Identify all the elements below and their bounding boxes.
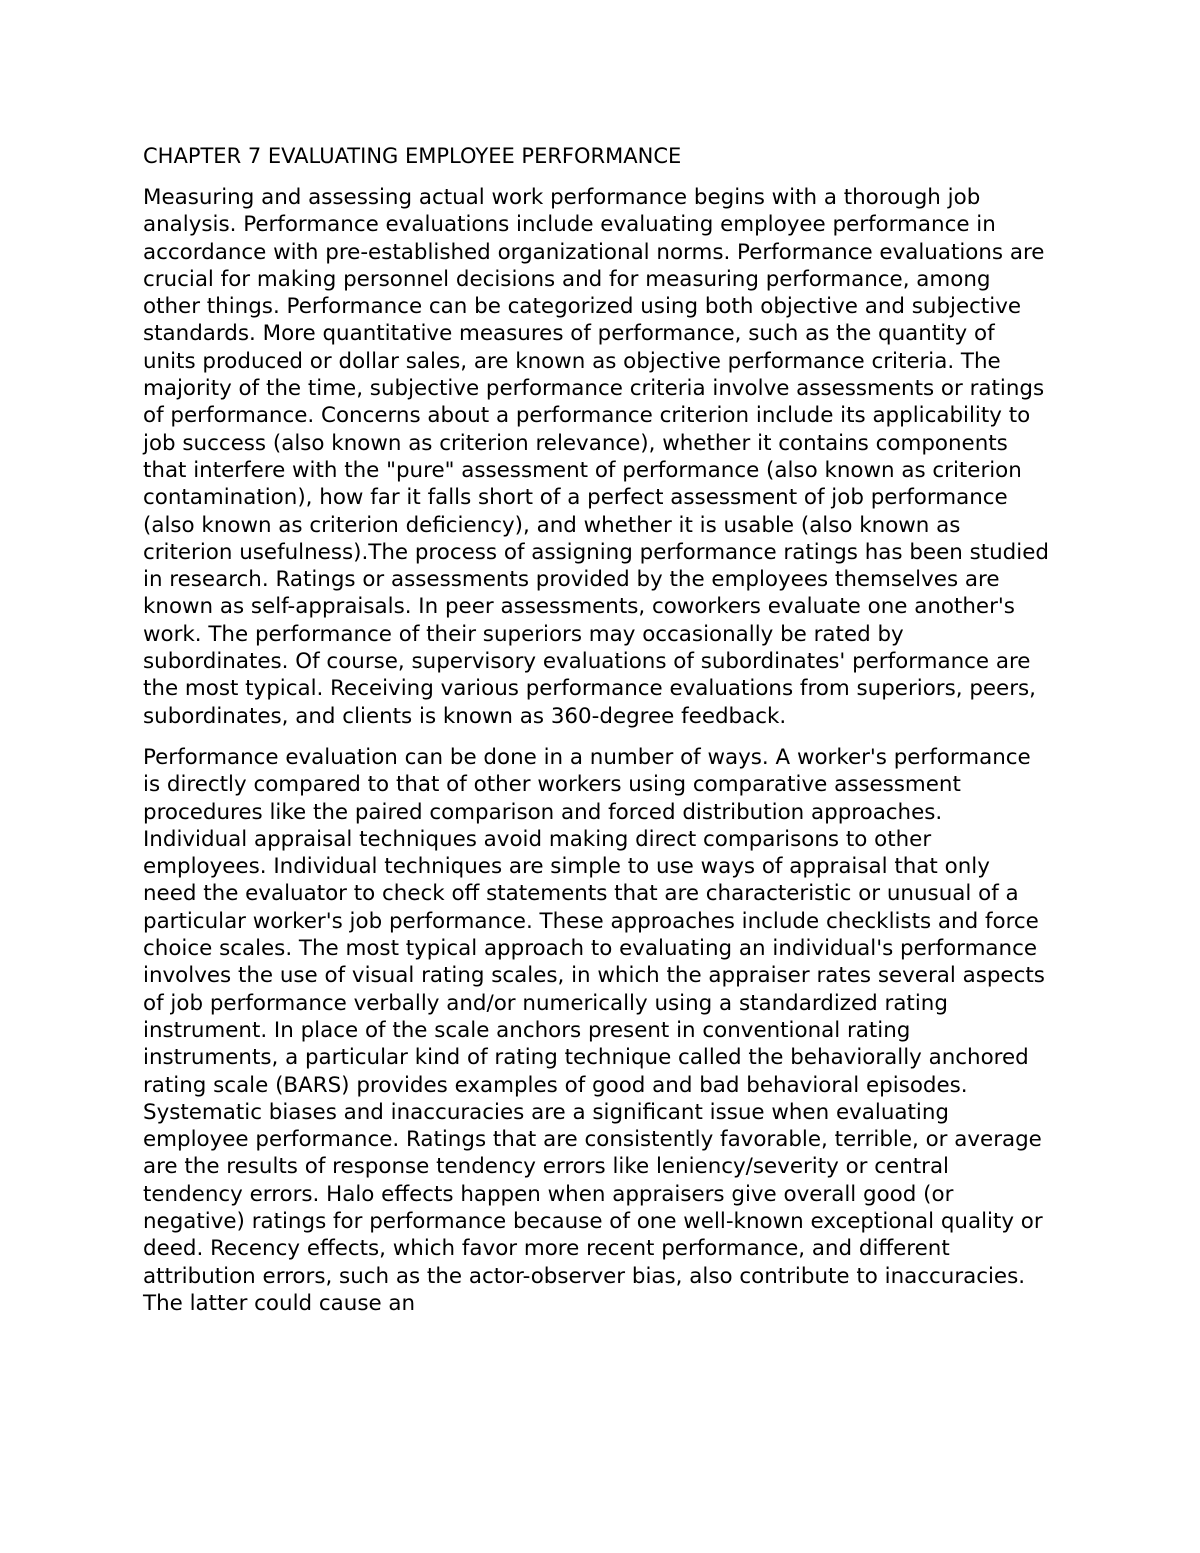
body-paragraph-1: Measuring and assessing actual work performance begins with a thorough job analysis. Performance evaluations include evaluating employee performance in accordance with pre-established organizational norms. Performance evaluations are crucial for making personnel decisions and for measuring performance, among other things. Performance can be categorized using both objective and subjective standards. More quantitative measures of performance, such as the quantity of units produced or dollar sales, are known as objective performance criteria. The majority of the time, subjective performance criteria involve assessments or ratings of performance. Concerns about a performance criterion include its applicability to job success (also known as criterion relevance), whether it contains components that interfere with the "pure" assessment of performance (also known as criterion contamination), how far it falls short of a perfect assessment of job performance (also known as criterion deficiency), and whether it is usable (also known as criterion usefulness).The process of assigning performance ratings has been studied in research. Ratings or assessments provided by the employees themselves are known as self-appraisals. In peer assessments, coworkers evaluate one another's work. The performance of their superiors may occasionally be rated by subordinates. Of course, supervisory evaluations of subordinates' performance are the most typical. Receiving various performance evaluations from superiors, peers, subordinates, and clients is known as 360-degree feedback.: [143, 185, 1049, 729]
chapter-title: CHAPTER 7 EVALUATING EMPLOYEE PERFORMANCE: [143, 144, 682, 168]
body-paragraph-2: Performance evaluation can be done in a number of ways. A worker's performance is directly compared to that of other workers using comparative assessment procedures like the paired comparison and forced distribution approaches. Individual appraisal techniques avoid making direct comparisons to other employees. Individual techniques are simple to use ways of appraisal that only need the evaluator to check off statements that are characteristic or unusual of a particular worker's job performance. These approaches include checklists and force choice scales. The most typical approach to evaluating an individual's performance involves the use of visual rating scales, in which the appraiser rates several aspects of job performance verbally and/or numerically using a standardized rating instrument. In place of the scale anchors present in conventional rating instruments, a particular kind of rating technique called the behaviorally anchored rating scale (BARS) provides examples of good and bad behavioral episodes. Systematic biases and inaccuracies are a significant issue when evaluating employee performance. Ratings that are consistently favorable, terrible, or average are the results of response tendency errors like leniency/severity or central tendency errors. Halo effects happen when appraisers give overall good (or negative) ratings for performance because of one well-known exceptional quality or deed. Recency effects, which favor more recent performance, and different attribution errors, such as the actor-observer bias, also contribute to inaccuracies. The latter could cause an: [143, 744, 1045, 1316]
